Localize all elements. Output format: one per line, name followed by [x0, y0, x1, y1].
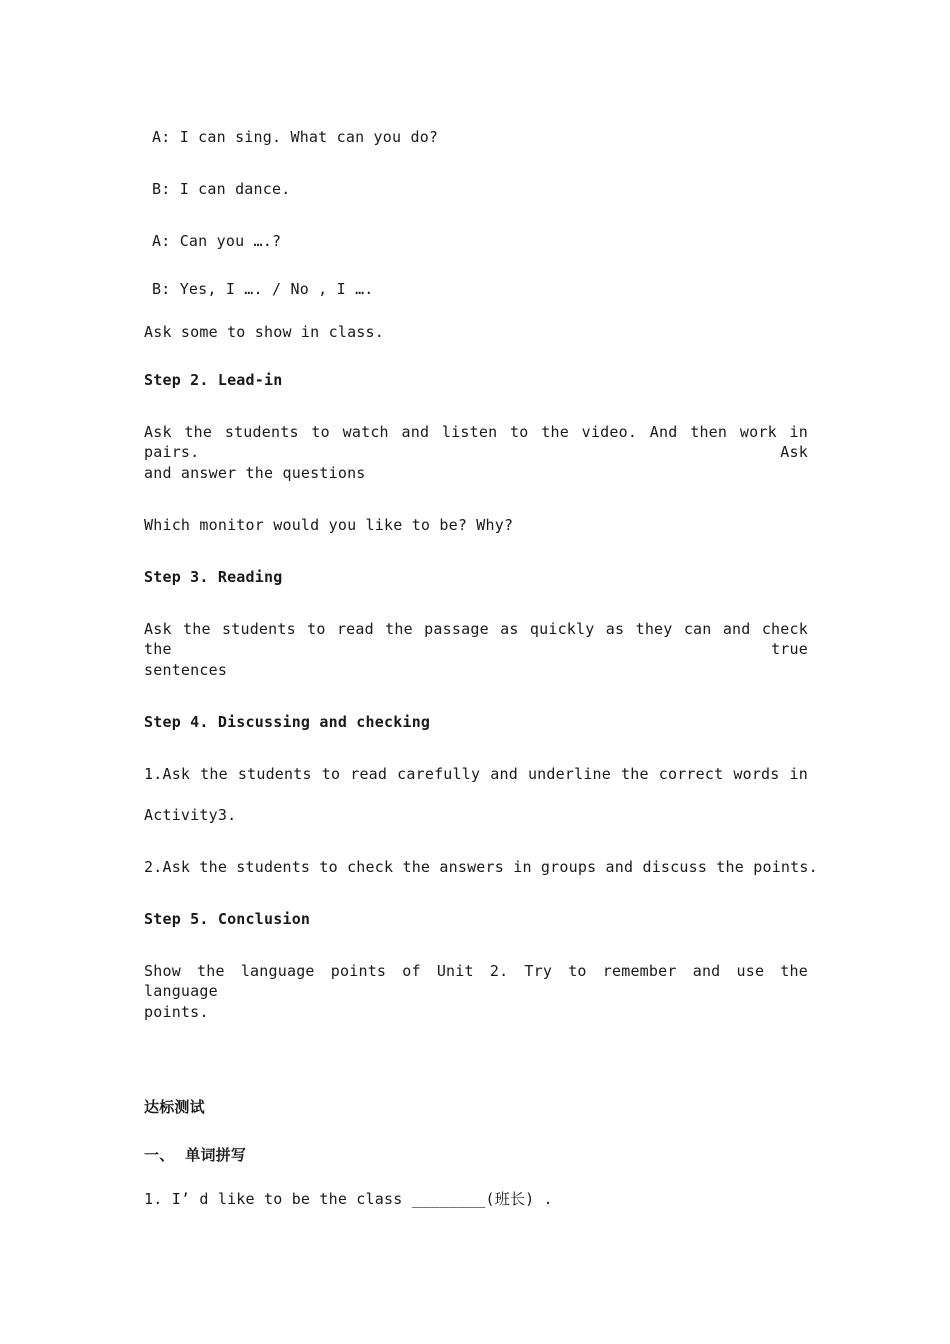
step4-item1-line1: 1.Ask the students to read carefully and underline the correct words in: [144, 765, 808, 783]
step2-text-line2: and answer the questions: [144, 464, 366, 482]
dialogue-line-a1: A: I can sing. What can you do?: [152, 128, 439, 146]
step3-text-line1: Ask the students to read the passage as quickly as they can and check the true: [144, 620, 808, 658]
step4-item1-line2: Activity3.: [144, 806, 237, 824]
intro-note: Ask some to show in class.: [144, 323, 384, 341]
step5-text-line1: Show the language points of Unit 2. Try to remember and use the language: [144, 962, 808, 1000]
test-question-1: 1. I’ d like to be the class ________(班长) .: [144, 1190, 553, 1208]
step2-question: Which monitor would you like to be? Why?: [144, 516, 514, 534]
dialogue-line-b1: B: I can dance.: [152, 180, 291, 198]
test-title: 达标测试: [144, 1098, 205, 1116]
step4-item2: 2.Ask the students to check the answers in groups and discuss the points.: [144, 858, 818, 876]
step5-heading: Step 5. Conclusion: [144, 910, 311, 928]
dialogue-line-a2: A: Can you ….?: [152, 232, 282, 250]
step3-heading: Step 3. Reading: [144, 568, 283, 586]
step2-text-line1: Ask the students to watch and listen to the video. And then work in pairs. Ask: [144, 423, 808, 461]
step5-text-line2: points.: [144, 1003, 209, 1021]
step3-text-line2: sentences: [144, 661, 228, 679]
dialogue-line-b2: B: Yes, I …. / No , I ….: [152, 280, 374, 298]
test-section1-heading: 一、 单词拼写: [144, 1146, 247, 1164]
step4-heading: Step 4. Discussing and checking: [144, 713, 431, 731]
step2-heading: Step 2. Lead-in: [144, 371, 283, 389]
